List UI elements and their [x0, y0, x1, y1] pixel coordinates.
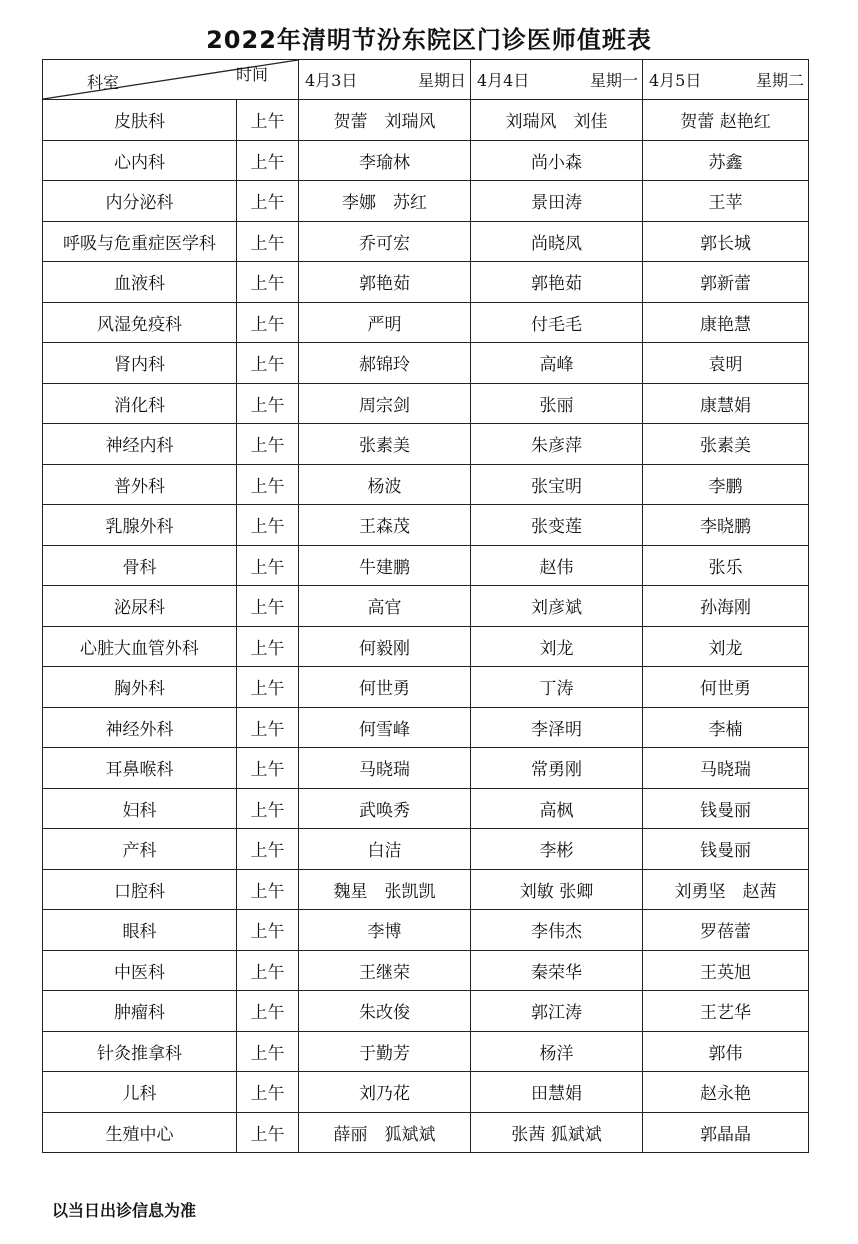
day1-doctor-cell: 杨波: [299, 464, 471, 505]
dept-cell: 普外科: [43, 464, 237, 505]
footer-note: 以当日出诊信息为准: [52, 1201, 197, 1220]
day2-doctor-cell: 张丽: [471, 383, 643, 424]
time-cell: 上午: [237, 343, 299, 384]
day1-doctor-cell: 何毅刚: [299, 626, 471, 667]
day3-doctor-cell: 李鹏: [643, 464, 809, 505]
day3-doctor-cell: 钱曼丽: [643, 829, 809, 870]
dept-cell: 生殖中心: [43, 1112, 237, 1153]
day1-doctor-cell: 刘乃花: [299, 1072, 471, 1113]
time-cell: 上午: [237, 424, 299, 465]
time-cell: 上午: [237, 869, 299, 910]
time-cell: 上午: [237, 829, 299, 870]
day2-doctor-cell: 郭江涛: [471, 991, 643, 1032]
time-cell: 上午: [237, 586, 299, 627]
dept-cell: 消化科: [43, 383, 237, 424]
day1-doctor-cell: 朱改俊: [299, 991, 471, 1032]
day2-doctor-cell: 刘彦斌: [471, 586, 643, 627]
day3-doctor-cell: 李晓鹏: [643, 505, 809, 546]
dept-cell: 呼吸与危重症医学科: [43, 221, 237, 262]
day3-doctor-cell: 张素美: [643, 424, 809, 465]
day3-doctor-cell: 王苹: [643, 181, 809, 222]
day1-doctor-cell: 于勤芳: [299, 1031, 471, 1072]
day2-doctor-cell: 尚小森: [471, 140, 643, 181]
dept-cell: 骨科: [43, 545, 237, 586]
table-row: [43, 707, 809, 748]
day2-doctor-cell: 朱彦萍: [471, 424, 643, 465]
day3-doctor-cell: 刘勇坚 赵茜: [643, 869, 809, 910]
dept-cell: 产科: [43, 829, 237, 870]
day2-doctor-cell: 李彬: [471, 829, 643, 870]
day3-doctor-cell: 何世勇: [643, 667, 809, 708]
day1-doctor-cell: 魏星 张凯凯: [299, 869, 471, 910]
day1-doctor-cell: 严明: [299, 302, 471, 343]
table-row: [43, 667, 809, 708]
table-row: [43, 221, 809, 262]
dept-cell: 耳鼻喉科: [43, 748, 237, 789]
time-cell: 上午: [237, 667, 299, 708]
day2-doctor-cell: 田慧娟: [471, 1072, 643, 1113]
day3-doctor-cell: 郭新蕾: [643, 262, 809, 303]
table-row: [43, 910, 809, 951]
table-row: [43, 1072, 809, 1113]
dept-cell: 中医科: [43, 950, 237, 991]
day2-doctor-cell: 李泽明: [471, 707, 643, 748]
table-row: [43, 383, 809, 424]
day2-doctor-cell: 刘敏 张卿: [471, 869, 643, 910]
time-cell: 上午: [237, 707, 299, 748]
table-row: [43, 748, 809, 789]
time-cell: 上午: [237, 140, 299, 181]
time-cell: 上午: [237, 788, 299, 829]
time-cell: 上午: [237, 1072, 299, 1113]
date-label: 4月5日: [649, 71, 702, 90]
day3-doctor-cell: 马晓瑞: [643, 748, 809, 789]
dept-cell: 乳腺外科: [43, 505, 237, 546]
time-cell: 上午: [237, 302, 299, 343]
time-cell: 上午: [237, 626, 299, 667]
day2-doctor-cell: 尚晓凤: [471, 221, 643, 262]
table-row: [43, 829, 809, 870]
day1-doctor-cell: 周宗剑: [299, 383, 471, 424]
table-row: [43, 505, 809, 546]
duty-schedule-table: [42, 59, 809, 1153]
day1-doctor-cell: 李瑜林: [299, 140, 471, 181]
table-row: [43, 586, 809, 627]
table-row: [43, 100, 809, 141]
table-row: [43, 302, 809, 343]
time-cell: 上午: [237, 1031, 299, 1072]
day1-doctor-cell: 李娜 苏红: [299, 181, 471, 222]
table-row: [43, 869, 809, 910]
dept-cell: 神经外科: [43, 707, 237, 748]
day2-doctor-cell: 丁涛: [471, 667, 643, 708]
header-day-3: [643, 60, 809, 100]
day3-doctor-cell: 王艺华: [643, 991, 809, 1032]
dept-cell: 肿瘤科: [43, 991, 237, 1032]
day1-doctor-cell: 武唤秀: [299, 788, 471, 829]
time-cell: 上午: [237, 991, 299, 1032]
table-row: [43, 545, 809, 586]
day1-doctor-cell: 郝锦玲: [299, 343, 471, 384]
time-cell: 上午: [237, 505, 299, 546]
time-cell: 上午: [237, 181, 299, 222]
day3-doctor-cell: 王英旭: [643, 950, 809, 991]
day3-doctor-cell: 康慧娟: [643, 383, 809, 424]
time-cell: 上午: [237, 748, 299, 789]
time-cell: 上午: [237, 100, 299, 141]
header-row: [43, 60, 809, 100]
day3-doctor-cell: 钱曼丽: [643, 788, 809, 829]
time-cell: 上午: [237, 383, 299, 424]
day3-doctor-cell: 张乐: [643, 545, 809, 586]
date-label: 4月3日: [305, 71, 358, 90]
day2-doctor-cell: 付毛毛: [471, 302, 643, 343]
table-row: [43, 181, 809, 222]
page-title: 2022年清明节汾东院区门诊医师值班表: [206, 26, 652, 54]
day3-doctor-cell: 康艳慧: [643, 302, 809, 343]
day1-doctor-cell: 王森茂: [299, 505, 471, 546]
dept-cell: 内分泌科: [43, 181, 237, 222]
day2-doctor-cell: 李伟杰: [471, 910, 643, 951]
dept-cell: 血液科: [43, 262, 237, 303]
day3-doctor-cell: 贺蕾 赵艳红: [643, 100, 809, 141]
dept-cell: 心脏大血管外科: [43, 626, 237, 667]
day3-doctor-cell: 郭长城: [643, 221, 809, 262]
day3-doctor-cell: 苏鑫: [643, 140, 809, 181]
day3-doctor-cell: 李楠: [643, 707, 809, 748]
time-cell: 上午: [237, 910, 299, 951]
table-row: [43, 788, 809, 829]
table-row: [43, 1112, 809, 1153]
day2-doctor-cell: 刘龙: [471, 626, 643, 667]
day1-doctor-cell: 李博: [299, 910, 471, 951]
dept-cell: 神经内科: [43, 424, 237, 465]
dept-cell: 口腔科: [43, 869, 237, 910]
table-row: [43, 950, 809, 991]
time-cell: 上午: [237, 1112, 299, 1153]
day1-doctor-cell: 白洁: [299, 829, 471, 870]
table-row: [43, 424, 809, 465]
table-row: [43, 464, 809, 505]
header-corner-cell: [43, 60, 299, 100]
day1-doctor-cell: 牛建鹏: [299, 545, 471, 586]
date-label: 4月4日: [477, 71, 530, 90]
dept-cell: 胸外科: [43, 667, 237, 708]
day3-doctor-cell: 赵永艳: [643, 1072, 809, 1113]
weekday-label: 星期日: [417, 71, 466, 90]
day3-doctor-cell: 罗蓓蕾: [643, 910, 809, 951]
table-row: [43, 140, 809, 181]
dept-cell: 皮肤科: [43, 100, 237, 141]
day3-doctor-cell: 刘龙: [643, 626, 809, 667]
day2-doctor-cell: 高峰: [471, 343, 643, 384]
day3-doctor-cell: 孙海刚: [643, 586, 809, 627]
day1-doctor-cell: 张素美: [299, 424, 471, 465]
day2-doctor-cell: 张宝明: [471, 464, 643, 505]
day3-doctor-cell: 郭晶晶: [643, 1112, 809, 1153]
day2-doctor-cell: 张茜 狐斌斌: [471, 1112, 643, 1153]
dept-cell: 心内科: [43, 140, 237, 181]
day3-doctor-cell: 郭伟: [643, 1031, 809, 1072]
day1-doctor-cell: 高官: [299, 586, 471, 627]
time-cell: 上午: [237, 262, 299, 303]
table-row: [43, 626, 809, 667]
time-cell: 上午: [237, 221, 299, 262]
header-day-1: [299, 60, 471, 100]
time-cell: 上午: [237, 464, 299, 505]
table-row: [43, 1031, 809, 1072]
weekday-label: 星期二: [755, 71, 804, 90]
table-row: [43, 343, 809, 384]
weekday-label: 星期一: [589, 71, 638, 90]
day2-doctor-cell: 郭艳茹: [471, 262, 643, 303]
dept-cell: 儿科: [43, 1072, 237, 1113]
day1-doctor-cell: 郭艳茹: [299, 262, 471, 303]
day1-doctor-cell: 王继荣: [299, 950, 471, 991]
day3-doctor-cell: 袁明: [643, 343, 809, 384]
day1-doctor-cell: 贺蕾 刘瑞风: [299, 100, 471, 141]
dept-cell: 风湿免疫科: [43, 302, 237, 343]
day1-doctor-cell: 何世勇: [299, 667, 471, 708]
day2-doctor-cell: 常勇刚: [471, 748, 643, 789]
day2-doctor-cell: 张变莲: [471, 505, 643, 546]
dept-cell: 眼科: [43, 910, 237, 951]
time-cell: 上午: [237, 950, 299, 991]
table-row: [43, 991, 809, 1032]
day2-doctor-cell: 杨洋: [471, 1031, 643, 1072]
header-day-2: [471, 60, 643, 100]
day1-doctor-cell: 马晓瑞: [299, 748, 471, 789]
header-time-label: 时间: [235, 65, 268, 84]
dept-cell: 泌尿科: [43, 586, 237, 627]
day1-doctor-cell: 何雪峰: [299, 707, 471, 748]
day2-doctor-cell: 赵伟: [471, 545, 643, 586]
day2-doctor-cell: 高枫: [471, 788, 643, 829]
time-cell: 上午: [237, 545, 299, 586]
day1-doctor-cell: 薛丽 狐斌斌: [299, 1112, 471, 1153]
dept-cell: 针灸推拿科: [43, 1031, 237, 1072]
day2-doctor-cell: 景田涛: [471, 181, 643, 222]
day2-doctor-cell: 秦荣华: [471, 950, 643, 991]
dept-cell: 肾内科: [43, 343, 237, 384]
table-row: [43, 262, 809, 303]
day1-doctor-cell: 乔可宏: [299, 221, 471, 262]
header-dept-label: 科室: [87, 73, 120, 92]
dept-cell: 妇科: [43, 788, 237, 829]
day2-doctor-cell: 刘瑞风 刘佳: [471, 100, 643, 141]
